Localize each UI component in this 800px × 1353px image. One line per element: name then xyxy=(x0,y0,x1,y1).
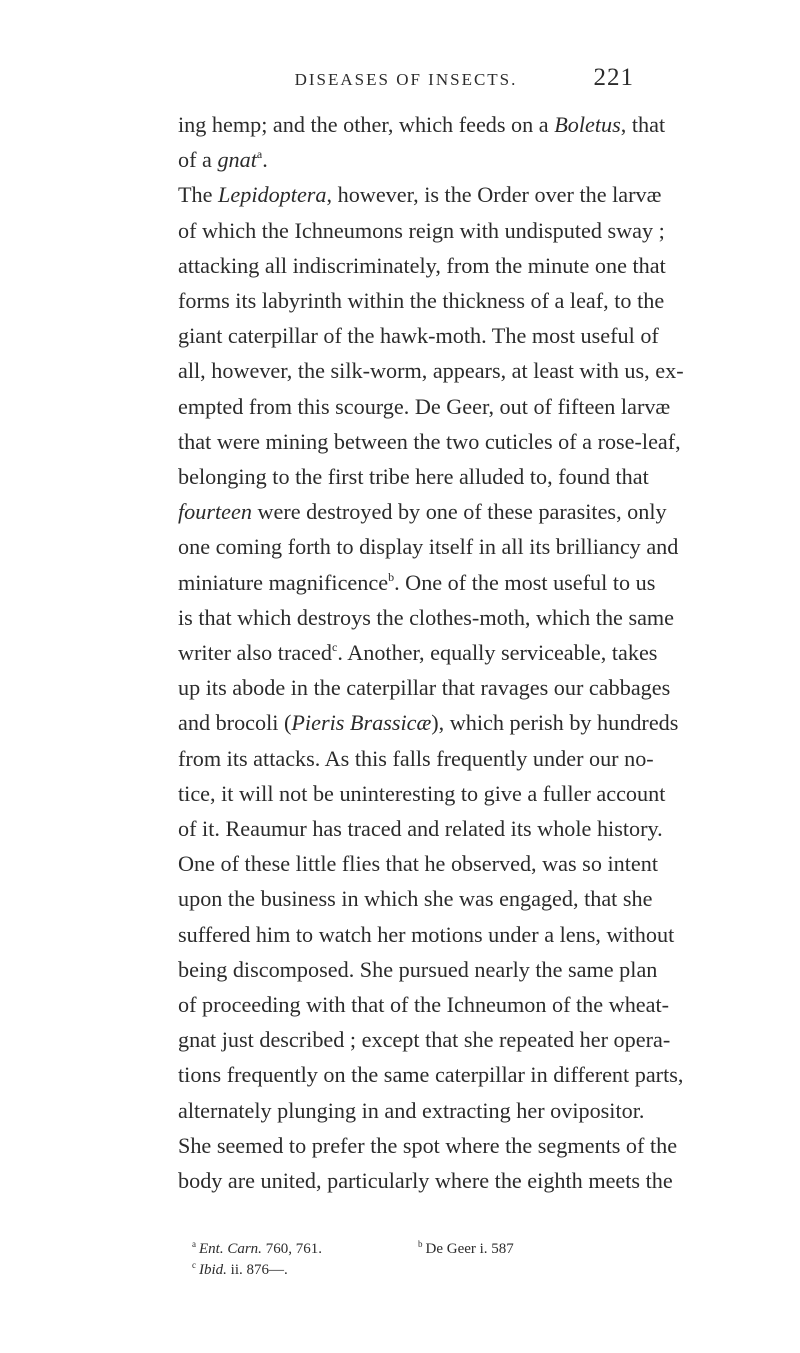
footnote-b: $^b$ De Geer i. 587 xyxy=(418,1239,514,1257)
text-line: She seemed to prefer the spot where the segments of the xyxy=(178,1132,678,1158)
footnote-ref: c xyxy=(332,640,338,655)
text-line: tions frequently on the same caterpillar in different parts, xyxy=(178,1062,684,1088)
text-line: one coming forth to display itself in all its brilliancy and xyxy=(178,534,679,560)
text-line: that were mining between the two cuticles of a rose-leaf, xyxy=(178,428,681,454)
text-line: giant caterpillar of the hawk-moth. The most useful of xyxy=(178,323,659,349)
text-line: of proceeding with that of the Ichneumon of the wheat- xyxy=(178,992,670,1018)
text-line: belonging to the first tribe here alluded to, found that xyxy=(178,464,649,490)
footnote-row xyxy=(192,1260,634,1281)
text-line: One of these little flies that he observed, was so intent xyxy=(178,851,658,877)
footnote-row xyxy=(192,1239,634,1260)
footnote-ref: b xyxy=(388,569,395,584)
running-head: DISEASES OF INSECTS. xyxy=(294,70,518,89)
text-line: body are united, particularly where the eighth meets the xyxy=(178,1168,673,1194)
text-line: of it. Reaumur has traced and related its whole history. xyxy=(178,816,663,842)
text-line: up its abode in the caterpillar that ravages our cabbages xyxy=(178,675,671,701)
taxon-name: Boletus xyxy=(554,112,621,137)
footnote-ref: a xyxy=(256,147,263,162)
text-line: attacking all indiscriminately, from the minute one that xyxy=(178,252,666,278)
text-line: fourteen were destroyed by one of these parasites, only xyxy=(178,499,667,525)
text-line: from its attacks. As this falls frequently under our no- xyxy=(178,745,654,771)
taxon-name: Lepidoptera xyxy=(218,182,327,208)
text-line: gnat just described ; except that she repeated her opera- xyxy=(178,1027,671,1053)
text-line: empted from this scourge. De Geer, out of fifteen larvæ xyxy=(178,393,671,419)
text-line: is that which destroys the clothes-moth, which the same xyxy=(178,604,675,630)
text-line: upon the business in which she was engaged, that she xyxy=(178,886,653,912)
text-line: of which the Ichneumons reign with undisputed sway ; xyxy=(178,217,665,243)
text-line: of a gnat$^a$. xyxy=(178,147,268,173)
page-header xyxy=(178,64,634,98)
text-line: and brocoli (Pieris Brassicæ), which perish by hundreds xyxy=(178,710,679,736)
body-text xyxy=(178,107,684,1198)
text-line: The Lepidoptera, however, is the Order over the larvæ xyxy=(178,182,662,208)
text-line: all, however, the silk-worm, appears, at least with us, ex- xyxy=(178,358,684,384)
text-line: being discomposed. She pursued nearly the same plan xyxy=(178,956,658,982)
footnotes xyxy=(192,1239,634,1281)
footnote-c: $^c$ Ibid. ii. 876—. xyxy=(192,1260,288,1278)
text-line: ing hemp; and the other, which feeds on a Boletus, that xyxy=(178,112,666,137)
text-line: miniature magnificence$^b$. One of the most useful to us xyxy=(178,569,656,595)
footnote-a: $^a$ Ent. Carn. 760, 761. xyxy=(192,1239,322,1257)
text-line: tice, it will not be uninteresting to give a fuller account xyxy=(178,780,666,806)
page-number: 221 xyxy=(593,64,634,91)
text-line: alternately plunging in and extracting her ovipositor. xyxy=(178,1097,645,1123)
text-line: forms its labyrinth within the thickness of a leaf, to the xyxy=(178,288,665,314)
taxon-name: Pieris Brassicæ xyxy=(291,710,432,736)
text-line: writer also traced$^c$. Another, equally serviceable, takes xyxy=(178,640,658,666)
text-line: suffered him to watch her motions under a lens, without xyxy=(178,921,675,947)
